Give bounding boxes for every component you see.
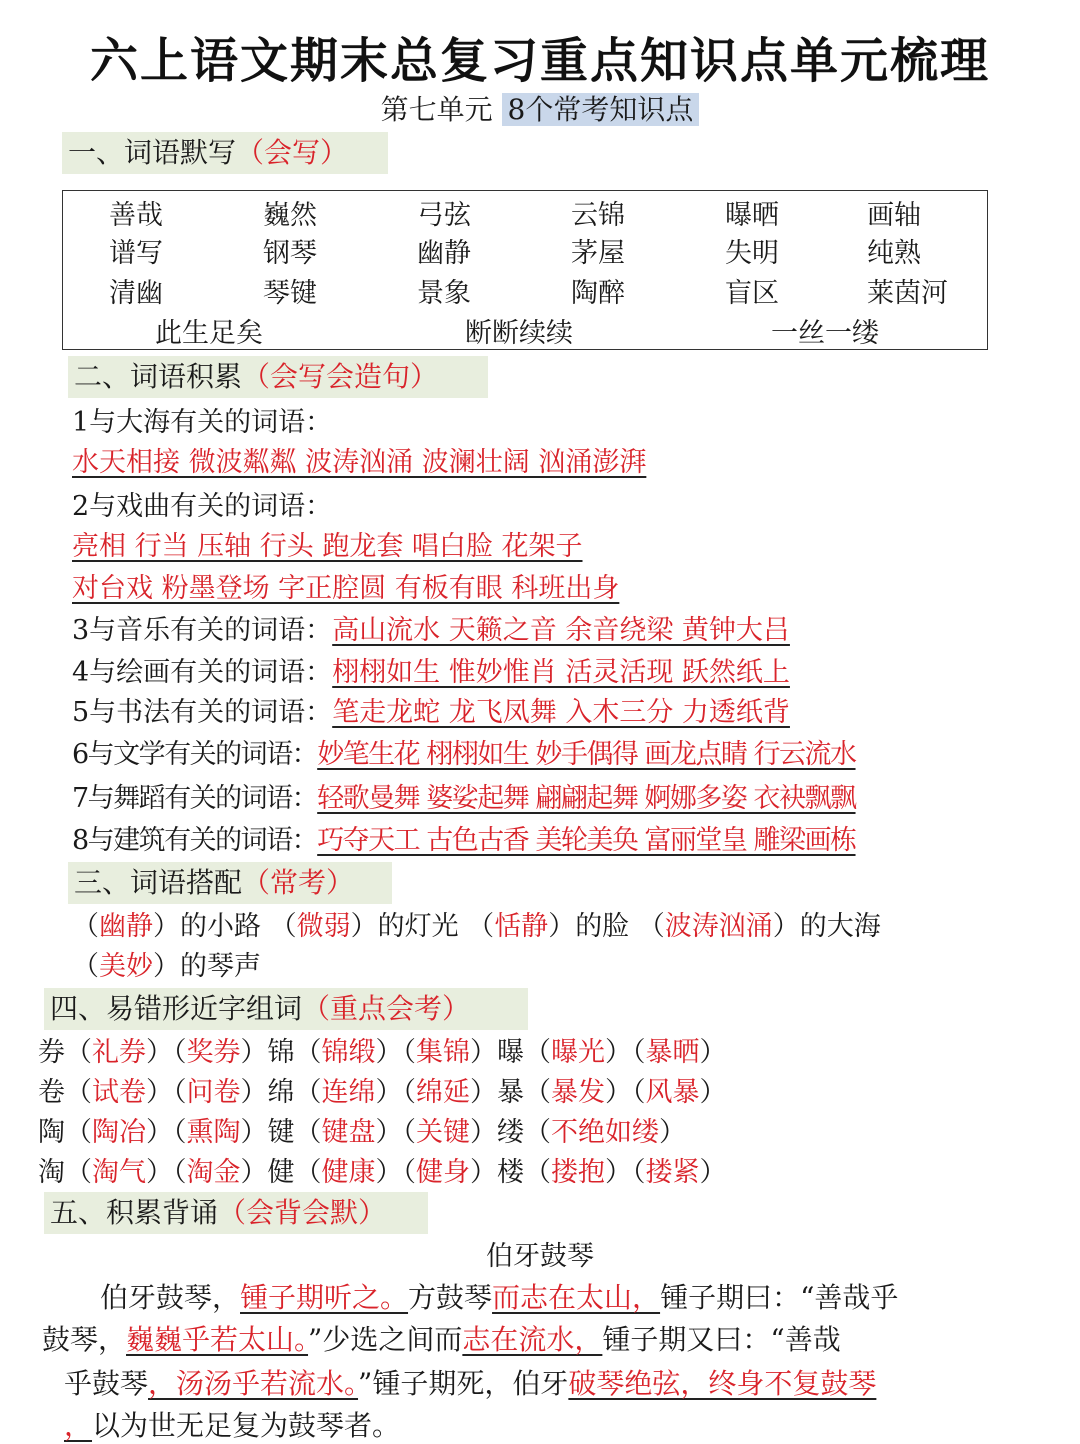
colloc-5-rest: 的琴声	[180, 951, 261, 982]
word-item: 莱茵河	[867, 278, 948, 309]
poem-l2-b: 巍巍乎若太山。	[126, 1323, 309, 1356]
char-answer: 暴发	[551, 1077, 605, 1108]
accum-4	[72, 650, 790, 689]
poem-title: 伯牙鼓琴	[486, 1241, 594, 1272]
poem-l2-a: 鼓琴，	[42, 1323, 127, 1356]
char-answer: 健康	[321, 1157, 376, 1188]
base-char: 缕	[497, 1117, 524, 1148]
word-item: 钢琴	[263, 238, 317, 269]
base-char: 楼	[497, 1157, 524, 1188]
poem-l4-b: 以为世无足复为鼓琴者。	[92, 1409, 401, 1442]
char-answer: 淘气	[92, 1157, 146, 1188]
section-2-label: 二、词语积累	[74, 360, 243, 393]
word-item: 善哉	[109, 200, 163, 231]
char-answer: 陶冶	[92, 1117, 146, 1148]
section-4-label: 四、易错形近字组词	[50, 992, 303, 1025]
accum-6-label: 6与文学有关的词语：	[72, 739, 318, 770]
section-3-heading	[68, 862, 392, 904]
char-answer: 键盘	[321, 1117, 376, 1148]
word-last-1: 此生足矣	[155, 318, 263, 349]
char-answer: 健身	[416, 1157, 470, 1188]
colloc-3-rest: 的脸	[575, 911, 630, 942]
base-char: 健	[267, 1157, 295, 1188]
section-2-tag: （会写会造句）	[242, 360, 439, 393]
base-char: 绵	[267, 1077, 295, 1108]
base-char: 卷	[38, 1077, 65, 1108]
word-item: 失明	[725, 238, 779, 269]
poem-l1-a: 伯牙鼓琴，	[100, 1281, 241, 1314]
colloc-1-fill: 幽静	[99, 911, 153, 942]
section-2-heading	[68, 356, 488, 398]
char-answer: 暴晒	[645, 1037, 700, 1068]
accum-2-words-2: 对台戏 粉墨登场 字正腔圆 有板有眼 科班出身	[72, 573, 620, 604]
poem-l4-a: ，	[64, 1409, 93, 1442]
poem-l1-b: 锺子期听之。	[240, 1281, 409, 1314]
section-3-label: 三、词语搭配	[74, 866, 243, 899]
section-1-heading	[62, 132, 388, 174]
colloc-2-rest: 的灯光	[377, 911, 459, 942]
char-answer: 风暴	[645, 1077, 700, 1108]
accum-8	[72, 818, 856, 857]
accum-6	[72, 732, 856, 771]
section-1-tag: （会写）	[236, 136, 349, 169]
word-item: 幽静	[417, 238, 471, 269]
collocation-row-1: （幽静）的小路 （微弱）的灯光 （恬静）的脸 （波涛汹涌）的大海	[72, 911, 881, 942]
word-last-2: 断断续续	[465, 318, 573, 349]
char-answer: 熏陶	[186, 1117, 241, 1148]
accum-5-words: 笔走龙蛇 龙飞凤舞 入木三分 力透纸背	[332, 697, 790, 728]
words-box	[62, 190, 988, 350]
poem-line-4	[64, 1404, 400, 1444]
unit-highlight: 8个常考知识点	[502, 93, 700, 126]
base-char: 曝	[497, 1037, 524, 1068]
char-row: 陶（陶冶）（熏陶）键（键盘）（关键）缕（不绝如缕）	[38, 1117, 686, 1148]
poem-line-3	[64, 1362, 876, 1402]
char-answer: 绵延	[416, 1077, 470, 1108]
char-answer: 连绵	[321, 1077, 376, 1108]
char-answer: 锦缎	[321, 1037, 376, 1068]
word-item: 纯熟	[867, 238, 921, 269]
word-item: 云锦	[571, 200, 625, 231]
accum-7-label: 7与舞蹈有关的词语：	[72, 783, 318, 814]
section-5-tag: （会背会默）	[218, 1196, 387, 1229]
word-item: 画轴	[867, 200, 921, 231]
colloc-2-fill: 微弱	[296, 911, 351, 942]
poem-l1-c: 方鼓琴	[408, 1281, 493, 1314]
accum-2-words: 亮相 行当 压轴 行头 跑龙套 唱白脸 花架子	[72, 531, 583, 562]
poem-l3-d: 破琴绝弦，终身不复鼓琴	[568, 1367, 877, 1400]
base-char: 锦	[267, 1037, 295, 1068]
word-item: 盲区	[725, 278, 779, 309]
collocation-row-2: （美妙）的琴声	[72, 951, 261, 982]
poem-l3-b: ，汤汤乎若流水。	[148, 1367, 359, 1400]
word-item: 巍然	[263, 200, 317, 231]
page-title: 六上语文期末总复习重点知识点单元梳理	[89, 33, 990, 89]
word-item: 清幽	[109, 278, 163, 309]
poem-l2-c: ”少选之间而	[308, 1323, 463, 1356]
word-item: 曝晒	[725, 200, 779, 231]
accum-4-words: 栩栩如生 惟妙惟肖 活灵活现 跃然纸上	[332, 657, 790, 688]
word-item: 琴键	[263, 278, 317, 309]
accum-8-label: 8与建筑有关的词语：	[72, 825, 318, 856]
accum-3-label: 3与音乐有关的词语：	[72, 615, 333, 646]
section-1-label: 一、词语默写	[68, 136, 237, 169]
section-4-tag: （重点会考）	[302, 992, 471, 1025]
char-answer: 搂抱	[551, 1157, 605, 1188]
accum-6-words: 妙笔生花 栩栩如生 妙手偶得 画龙点睛 行云流水	[317, 739, 856, 770]
poem-l3-a: 乎鼓琴	[64, 1367, 149, 1400]
char-row: 券（礼券）（奖券）锦（锦缎）（集锦）曝（曝光）（暴晒）	[38, 1037, 727, 1068]
char-answer: 奖券	[186, 1037, 241, 1068]
char-answer: 不绝如缕	[551, 1117, 659, 1148]
char-answer: 礼券	[92, 1037, 146, 1068]
char-answer: 问卷	[186, 1077, 241, 1108]
char-answer: 搂紧	[645, 1157, 700, 1188]
base-char: 键	[267, 1117, 295, 1148]
accum-5-label: 5与书法有关的词语：	[72, 697, 333, 728]
poem-line-1	[100, 1276, 898, 1316]
word-item: 谱写	[109, 238, 163, 269]
char-row: 淘（淘气）（淘金）健（健康）（健身）楼（搂抱）（搂紧）	[38, 1157, 727, 1188]
base-char: 淘	[38, 1157, 65, 1188]
char-answer: 曝光	[551, 1037, 605, 1068]
poem-l2-e: 锺子期又曰：“善哉	[602, 1323, 841, 1356]
section-3-tag: （常考）	[242, 866, 355, 899]
word-item: 弓弦	[417, 200, 471, 231]
accum-3-words: 高山流水 天籁之音 余音绕梁 黄钟大吕	[332, 615, 790, 646]
word-last-3: 一丝一缕	[771, 318, 879, 349]
section-5-label: 五、积累背诵	[50, 1196, 219, 1229]
poem-l2-d: 志在流水，	[462, 1323, 603, 1356]
poem-l1-d: 而志在太山，	[492, 1281, 661, 1314]
base-char: 券	[38, 1037, 65, 1068]
char-answer: 集锦	[416, 1037, 470, 1068]
accum-3	[72, 608, 790, 647]
word-item: 景象	[417, 278, 471, 309]
accum-1-label: 1与大海有关的词语：	[72, 407, 333, 438]
accum-7-words: 轻歌曼舞 婆娑起舞 翩翩起舞 婀娜多姿 衣袂飘飘	[317, 783, 856, 814]
base-char: 暴	[497, 1077, 524, 1108]
char-answer: 关键	[416, 1117, 470, 1148]
accum-8-words: 巧夺天工 古色古香 美轮美奂 富丽堂皇 雕梁画栋	[317, 825, 856, 856]
char-answer: 试卷	[92, 1077, 146, 1108]
colloc-5-fill: 美妙	[99, 951, 153, 982]
section-5-heading	[44, 1192, 428, 1234]
poem-l3-c: ”锺子期死，伯牙	[358, 1367, 569, 1400]
colloc-4-rest: 的大海	[799, 911, 881, 942]
accum-4-label: 4与绘画有关的词语：	[72, 657, 333, 688]
char-answer: 淘金	[186, 1157, 241, 1188]
page-subtitle	[0, 88, 1080, 128]
base-char: 陶	[38, 1117, 65, 1148]
char-row: 卷（试卷）（问卷）绵（连绵）（绵延）暴（暴发）（风暴）	[38, 1077, 727, 1108]
accum-7	[72, 776, 856, 815]
word-item: 陶醉	[571, 278, 625, 309]
word-item: 茅屋	[571, 238, 625, 269]
section-4-heading	[44, 988, 528, 1030]
accum-2-label: 2与戏曲有关的词语：	[72, 491, 333, 522]
poem-l1-e: 锺子期曰：“善哉乎	[660, 1281, 899, 1314]
accum-1-words: 水天相接 微波粼粼 波涛汹涌 波澜壮阔 汹涌澎湃	[72, 447, 647, 478]
colloc-4-fill: 波涛汹涌	[664, 911, 773, 942]
accum-5	[72, 690, 790, 729]
colloc-1-rest: 的小路	[180, 911, 261, 942]
unit-label: 第七单元	[380, 93, 493, 126]
colloc-3-fill: 恬静	[494, 911, 549, 942]
poem-line-2	[42, 1318, 841, 1358]
